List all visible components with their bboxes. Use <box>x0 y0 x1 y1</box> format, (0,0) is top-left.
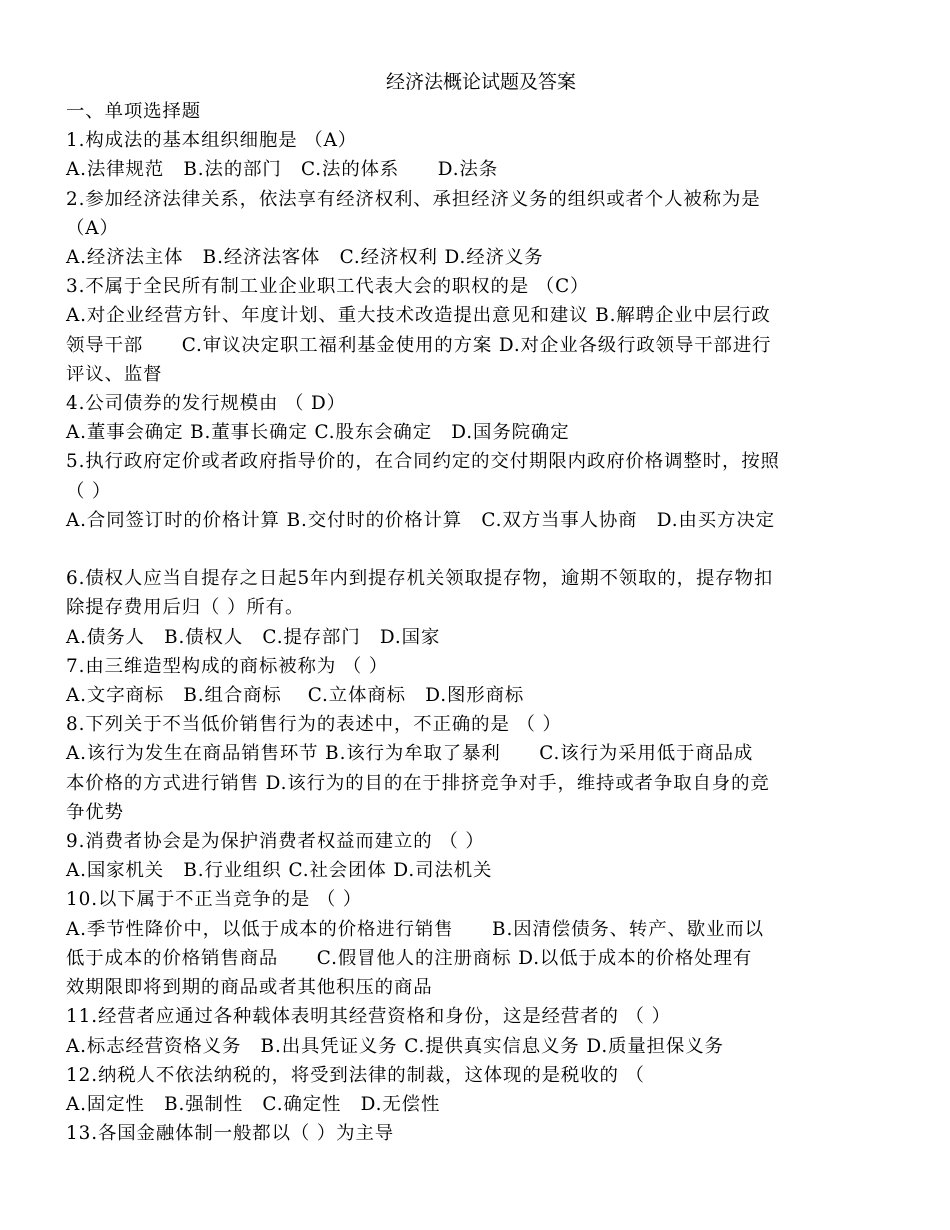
document-body <box>66 126 886 1148</box>
text-line: 7.由三维造型构成的商标被称为 （ ） <box>66 655 389 677</box>
text-line: A.对企业经营方针、年度计划、重大技术改造提出意见和建议 B.解聘企业中层行政 <box>66 305 771 327</box>
text-line: A.文字商标 B.组合商标 C.立体商标 D.图形商标 <box>66 685 525 707</box>
text-line: A.国家机关 B.行业组织 C.社会团体 D.司法机关 <box>66 860 493 882</box>
text-line: A.董事会确定 B.董事长确定 C.股东会确定 D.国务院确定 <box>66 422 570 444</box>
text-line: 11.经营者应通过各种载体表明其经营资格和身份，这是经营者的 （ ） <box>66 1006 671 1028</box>
text-line: 本价格的方式进行销售 D.该行为的目的在于排挤竞争对手，维持或者争取自身的竞 <box>66 772 770 794</box>
text-line: 13.各国金融体制一般都以（ ）为主导 <box>66 1123 395 1145</box>
text-line: A.该行为发生在商品销售环节 B.该行为牟取了暴利 C.该行为采用低于商品成 <box>66 743 754 765</box>
text-line: 效期限即将到期的商品或者其他积压的商品 <box>66 977 433 999</box>
text-line: 低于成本的价格销售商品 C.假冒他人的注册商标 D.以低于成本的价格处理有 <box>66 947 753 969</box>
text-line: 争优势 <box>66 801 124 823</box>
text-line: 评议、监督 <box>66 363 163 385</box>
text-line: （A） <box>66 217 119 239</box>
text-line: 8.下列关于不当低价销售行为的表述中，不正确的是 （ ） <box>66 714 562 736</box>
text-line: A.合同签订时的价格计算 B.交付时的价格计算 C.双方当事人协商 D.由买方决定 <box>66 509 775 531</box>
text-line: A.经济法主体 B.经济法客体 C.经济权利 D.经济义务 <box>66 247 544 269</box>
text-line: 9.消费者协会是为保护消费者权益而建立的 （ ） <box>66 831 485 853</box>
text-line: 6.债权人应当自提存之日起5年内到提存机关领取提存物，逾期不领取的，提存物扣 <box>66 568 774 590</box>
text-line: 领导干部 C.审议决定职工福利基金使用的方案 D.对企业各级行政领导干部进行 <box>66 334 772 356</box>
text-line: 2.参加经济法律关系，依法享有经济权利、承担经济义务的组织或者个人被称为是 <box>66 188 761 210</box>
section-heading: 一、单项选择题 <box>66 101 202 122</box>
text-line: A.债务人 B.债权人 C.提存部门 D.国家 <box>66 626 441 648</box>
document-title: 经济法概论试题及答案 <box>385 71 576 93</box>
text-line: 3.不属于全民所有制工业企业职工代表大会的职权的是 （C） <box>66 276 590 298</box>
text-line: 4.公司债券的发行规模由 （ D） <box>66 393 346 415</box>
text-line <box>66 535 886 564</box>
text-line: A.法律规范 B.法的部门 C.法的体系 D.法条 <box>66 159 499 181</box>
text-line: 1.构成法的基本组织细胞是 （A） <box>66 130 358 152</box>
text-line: （ ） <box>66 480 112 502</box>
text-line: 10.以下属于不正当竞争的是 （ ） <box>66 889 363 911</box>
text-line: A.标志经营资格义务 B.出具凭证义务 C.提供真实信息义务 D.质量担保义务 <box>66 1035 724 1057</box>
text-line: 5.执行政府定价或者政府指导价的，在合同约定的交付期限内政府价格调整时，按照 <box>66 451 780 473</box>
text-line: 12.纳税人不依法纳税的，将受到法律的制裁，这体现的是税收的 （ <box>66 1064 645 1086</box>
text-line: A.固定性 B.强制性 C.确定性 D.无偿性 <box>66 1093 441 1115</box>
text-line: 除提存费用后归（ ）所有。 <box>66 597 305 619</box>
document-page <box>66 68 886 1148</box>
text-line: A.季节性降价中，以低于成本的价格进行销售 B.因清偿债务、转产、歇业而以 <box>66 918 764 940</box>
